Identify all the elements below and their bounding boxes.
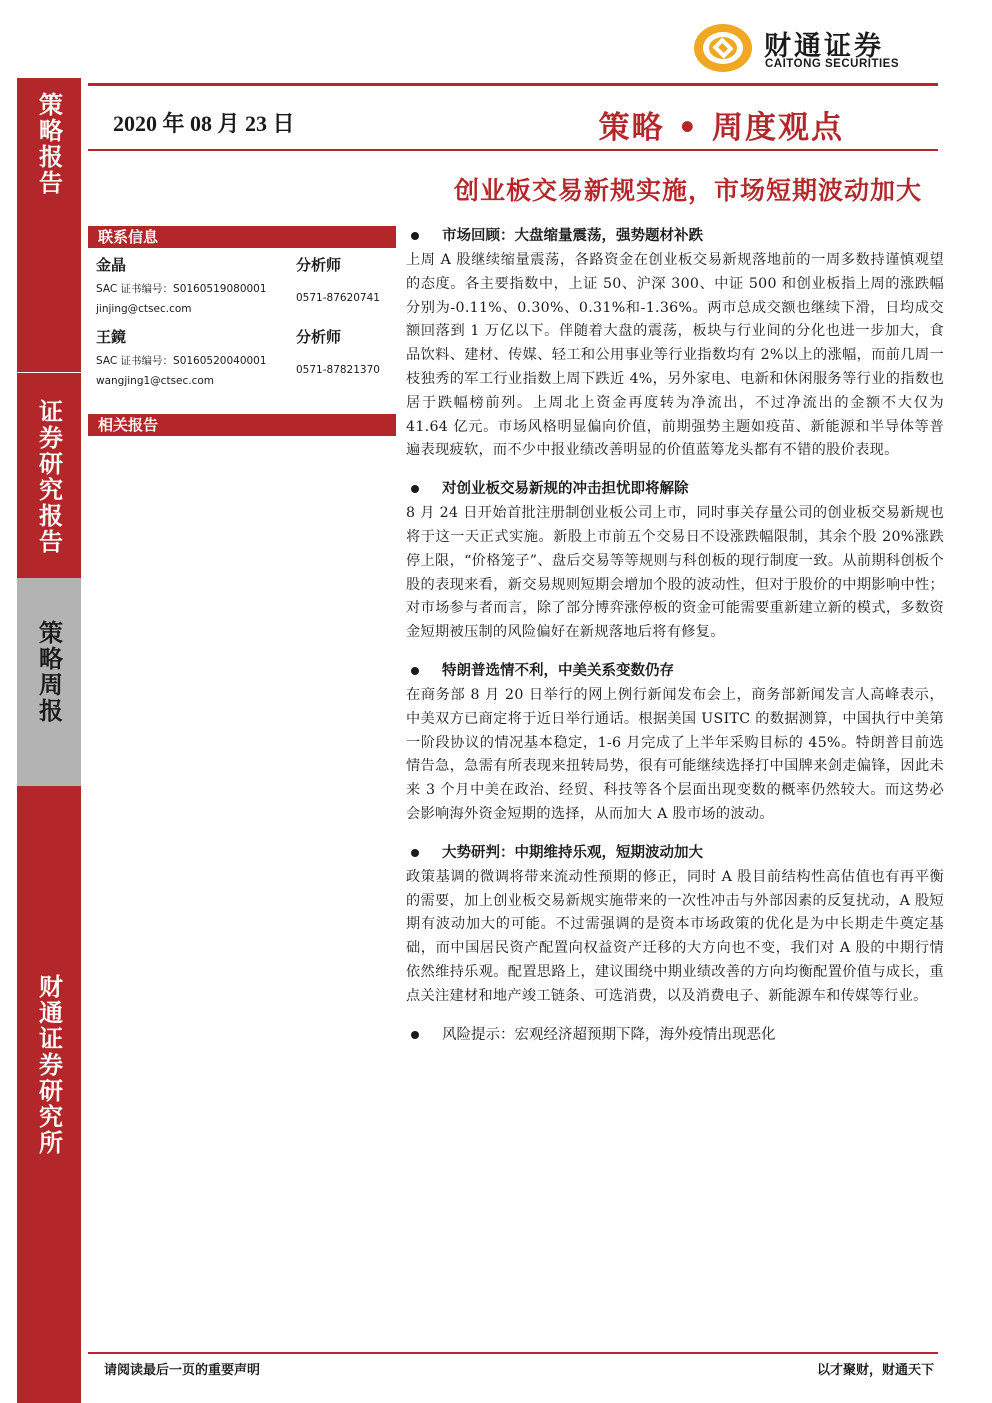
- side-banner: [17, 78, 81, 1403]
- analyst-email[interactable]: wangjing1@ctsec.com: [96, 375, 215, 387]
- report-category: 策略 • 周度观点: [598, 110, 844, 146]
- bullet-icon: [411, 232, 419, 240]
- banner-institute: 财通证券研究所: [17, 786, 81, 1403]
- title-rule: [88, 149, 938, 151]
- section-title: 特朗普选情不利，中美关系变数仍存: [442, 661, 674, 679]
- section-body: 上周 A 股继续缩量震荡，各路资金在创业板交易新规落地前的一周多数持谨慎观望的态度。各主要指数中，上证 50、沪深 300、中证 500 和创业板指上周的涨跌幅分别为-0.11%、0.30%、0.31%和-1.36%。两市总成交额也继续下滑，日均成交额回落到 1 万亿以下。伴随着大盘的震荡，板块与行业间的分化也进一步加大，食品饮料、建材、传媒、轻工和公用事业等行业指数均有 2%以上的涨幅，而前几周一枝独秀的军工行业指数上周下跌近 4%，另外家电、电新和休闲服务等行业的指数也居于跌幅榜前列。上周北上资金再度转为净流出，不过净流出的金额不大仅为 41.64 亿元。市场风格明显偏向价值，前期强势主题如疫苗、新能源和半导体等普遍表现疲软，而不少中报业绩改善明显的价值蓝筹龙头都有不错的股价表现。: [406, 252, 944, 459]
- banner-research: 证券研究报告: [17, 372, 81, 578]
- section-body: 政策基调的微调将带来流动性预期的修正，同时 A 股目前结构性高估值也有再平衡的需要，加上创业板交易新规实施带来的一次性冲击与外部因素的反复扰动，A 股短期有波动加大的可能。不过需强调的是资本市场政策的优化是为中长期走牛奠定基础，而中国居民资产配置向权益资产迁移的大方向也不变，我们对 A 股的中期行情依然维持乐观。配置思路上，建议围绕中期业绩改善的方向均衡配置价值与成长，重点关注建材和地产竣工链条、可选消费，以及消费电子、新能源车和传媒等行业。: [406, 868, 944, 1004]
- analyst-phone: 0571-87821370: [296, 364, 380, 376]
- report-headline: 创业板交易新规实施，市场短期波动加大: [453, 176, 922, 205]
- logo-text-en: CAITONG SECURITIES: [765, 58, 900, 70]
- logo-coin-icon: [692, 22, 754, 74]
- analyst-email[interactable]: jinjing@ctsec.com: [96, 303, 192, 315]
- risk-text: 风险提示：宏观经济超预期下降，海外疫情出现恶化: [442, 1026, 776, 1043]
- report-date: 2020 年 08 月 23 日: [113, 111, 295, 136]
- section-outlook: [406, 843, 944, 1009]
- company-logo: [692, 22, 932, 74]
- analyst-name: 王鏡: [96, 328, 127, 346]
- section-body: 8 月 24 日开始首批注册制创业板公司上市，同时事关存量公司的创业板交易新规也将于这一天正式实施。新股上市前五个交易日不设涨跌幅限制，其余个股 20%涨跌停上限，“价格笼子”、盘后交易等等规则与科创板的现行制度一致。从前期科创板个股的表现来看，新交易规则短期会增加个股的波动性，但对于股价的中期影响中性；对市场参与者而言，除了部分博弈涨停板的资金可能需要重新建立新的模式，多数资金短期被压制的风险偏好在新规落地后将有修复。: [406, 505, 944, 641]
- section-title: 大势研判：中期维持乐观，短期波动加大: [442, 843, 703, 861]
- footer-rule: [88, 1352, 938, 1354]
- bullet-icon: [411, 1031, 419, 1039]
- banner-report-type: 策略报告: [17, 78, 81, 372]
- logo-text-cn: 财通证券: [764, 31, 884, 62]
- analyst-card: [88, 254, 396, 320]
- analyst-role: 分析师: [296, 328, 342, 346]
- bullet-icon: [411, 849, 419, 857]
- bullet-icon: [411, 485, 419, 493]
- banner-weekly: 策略周报: [17, 578, 81, 786]
- section-us-china: [406, 661, 944, 827]
- section-market-review: [406, 226, 944, 463]
- report-body: [406, 226, 944, 1045]
- analyst-sac: SAC 证书编号：S0160519080001: [96, 283, 267, 295]
- section-title: 对创业板交易新规的冲击担忧即将解除: [442, 480, 689, 498]
- analyst-card: [88, 326, 396, 392]
- section-body: 在商务部 8 月 20 日举行的网上例行新闻发布会上，商务部新闻发言人高峰表示，中美双方已商定将于近日举行通话。根据美国 USITC 的数据测算，中国执行中美第一阶段协议的情况基本稳定，1-6 月完成了上半年采购目标的 45%。特朗普目前选情告急，急需有所表现来扭转局势，很有可能继续选择打中国牌来剑走偏锋，因此未来 3 个月中美在政治、经贸、科技等各个层面出现变数的概率仍然较大。而这势必会影响海外资金短期的选择，从而加大 A 股市场的波动。: [406, 686, 944, 822]
- analyst-phone: 0571-87620741: [296, 292, 380, 304]
- section-title: 市场回顾：大盘缩量震荡，强势题材补跌: [442, 227, 703, 244]
- risk-warning: [406, 1025, 944, 1045]
- footer-slogan: 以才聚财，财通天下: [816, 1363, 934, 1378]
- analyst-name: 金晶: [96, 256, 127, 274]
- analyst-role: 分析师: [296, 256, 342, 274]
- contact-column: [88, 226, 396, 436]
- header-rule: [88, 83, 938, 86]
- footer-disclaimer: 请阅读最后一页的重要声明: [104, 1363, 261, 1378]
- section-chinext-rules: [406, 479, 944, 645]
- analyst-sac: SAC 证书编号：S0160520040001: [96, 355, 267, 367]
- contact-title: 联系信息: [88, 226, 396, 248]
- related-reports-title: 相关报告: [88, 414, 396, 436]
- bullet-icon: [411, 667, 419, 675]
